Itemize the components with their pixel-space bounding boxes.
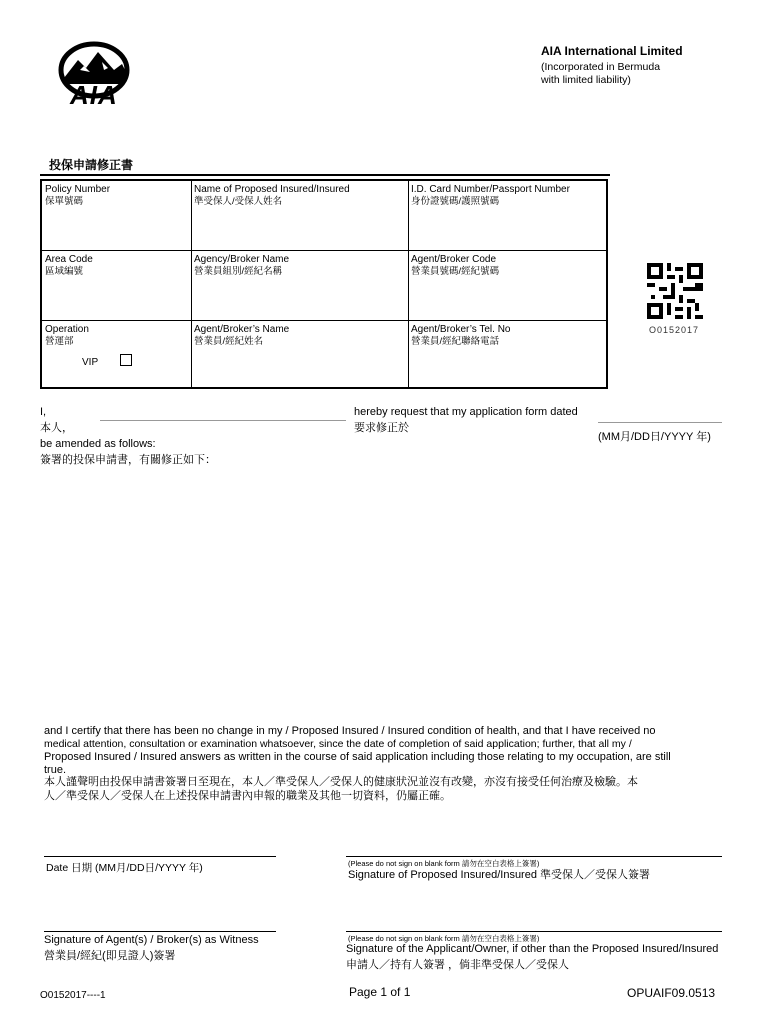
grid-divider: [408, 181, 409, 387]
operation-label-zh: 營運部: [45, 336, 74, 347]
id-number-label: I.D. Card Number/Passport Number: [411, 184, 570, 195]
area-code-label: Area Code: [45, 254, 93, 265]
vip-checkbox[interactable]: [120, 354, 132, 366]
blank-form-note-2: (Please do not sign on blank form 請勿在空白表格上簽署): [348, 934, 540, 943]
title-rule: [40, 174, 610, 176]
date-signature-line[interactable]: [44, 856, 276, 857]
aia-logo: [56, 40, 136, 110]
incorporation-line-1: (Incorporated in Bermuda: [541, 61, 661, 73]
certify-zh-line-1: 本人謹聲明由投保申請書簽署日至現在，本人／準受保人／受保人的健康狀況並沒有改變，亦沒有接受任何治療及檢驗。本: [44, 776, 638, 788]
amendment-details-area[interactable]: [40, 468, 720, 718]
incorporation-line-2: with limited liability): [541, 74, 631, 86]
insured-name-label-zh: 準受保人/受保人姓名: [194, 196, 283, 207]
request-hereby-label-zh: 要求修正於: [354, 422, 409, 434]
footer-form-code: OPUAIF09.0513: [627, 986, 716, 1000]
certify-line-4: true.: [44, 764, 67, 776]
agent-tel-label: Agent/Broker’s Tel. No: [411, 324, 511, 335]
application-date-format: (MM月/DD日/YYYY 年): [598, 431, 711, 443]
policy-number-label: Policy Number: [45, 184, 111, 195]
certify-line-1: and I certify that there has been no change in my / Proposed Insured / Insured condition of health, and that I have received no: [44, 725, 656, 737]
company-name: AIA International Limited: [541, 44, 683, 58]
date-label: Date 日期 (MM月/DD日/YYYY 年): [46, 862, 203, 874]
area-code-label-zh: 區域編號: [45, 266, 84, 277]
agent-signature-line[interactable]: [44, 931, 276, 932]
insured-name-label: Name of Proposed Insured/Insured: [194, 184, 350, 195]
amended-label: be amended as follows:: [40, 438, 156, 450]
blank-form-note-1: (Please do not sign on blank form 請勿在空白表格上簽署): [348, 859, 540, 868]
id-number-label-zh: 身份證號碼/護照號碼: [411, 196, 500, 207]
applicant-signature-line[interactable]: [346, 931, 722, 932]
agent-signature-label: Signature of Agent(s) / Broker(s) as Witness: [44, 934, 259, 946]
vip-label: VIP: [82, 357, 99, 368]
agency-name-label: Agency/Broker Name: [194, 254, 290, 265]
logo-text: AIA: [70, 80, 118, 110]
request-i-label: I,: [40, 406, 47, 418]
qr-code: [647, 263, 703, 319]
certify-line-3: Proposed Insured / Insured answers as written in the course of said application including those relating to my occupation, are still: [44, 751, 671, 763]
certify-line-2: medical attention, consultation or examination whatsoever, since the date of completion of said application; further, that all my /: [44, 738, 632, 750]
qr-code-text: O0152017: [649, 325, 700, 335]
policy-number-label-zh: 保單號碼: [45, 196, 84, 207]
agent-name-label-zh: 營業員/經紀姓名: [194, 336, 264, 347]
applicant-signature-label: Signature of the Applicant/Owner, if other than the Proposed Insured/Insured: [346, 943, 719, 955]
application-date-line[interactable]: [598, 422, 722, 423]
insured-signature-line[interactable]: [346, 856, 722, 857]
agent-code-label-zh: 營業員號碼/經紀號碼: [411, 266, 500, 277]
operation-label: Operation: [45, 324, 89, 335]
grid-divider: [42, 320, 606, 321]
request-hereby-label: hereby request that my application form dated: [354, 406, 578, 418]
agent-code-label: Agent/Broker Code: [411, 254, 497, 265]
request-i-label-zh: 本人，: [40, 422, 73, 434]
applicant-name-line[interactable]: [100, 420, 346, 421]
footer-page-number: Page 1 of 1: [349, 985, 411, 999]
applicant-signature-label-zh: 申請人／持有人簽署 ，倘非準受保人／受保人: [346, 959, 570, 971]
form-title: 投保申請修正書: [49, 158, 134, 172]
grid-divider: [191, 181, 192, 387]
footer-doc-code: O0152017----1: [40, 990, 106, 1001]
qr-code-icon: [647, 263, 703, 319]
agent-tel-label-zh: 營業員/經紀聯絡電話: [411, 336, 500, 347]
amended-label-zh: 簽署的投保申請書，有關修正如下：: [40, 454, 216, 466]
certify-zh-line-2: 人／準受保人／受保人在上述投保申請書內申報的職業及其他一切資料，仍屬正確。: [44, 790, 451, 802]
agency-name-label-zh: 營業員組別/經紀名稱: [194, 266, 283, 277]
grid-divider: [42, 250, 606, 251]
agent-name-label: Agent/Broker’s Name: [194, 324, 290, 335]
agent-signature-label-zh: 營業員/經紀(即見證人)簽署: [44, 950, 176, 962]
insured-signature-label: Signature of Proposed Insured/Insured 準受保人／受保人簽署: [348, 869, 651, 881]
